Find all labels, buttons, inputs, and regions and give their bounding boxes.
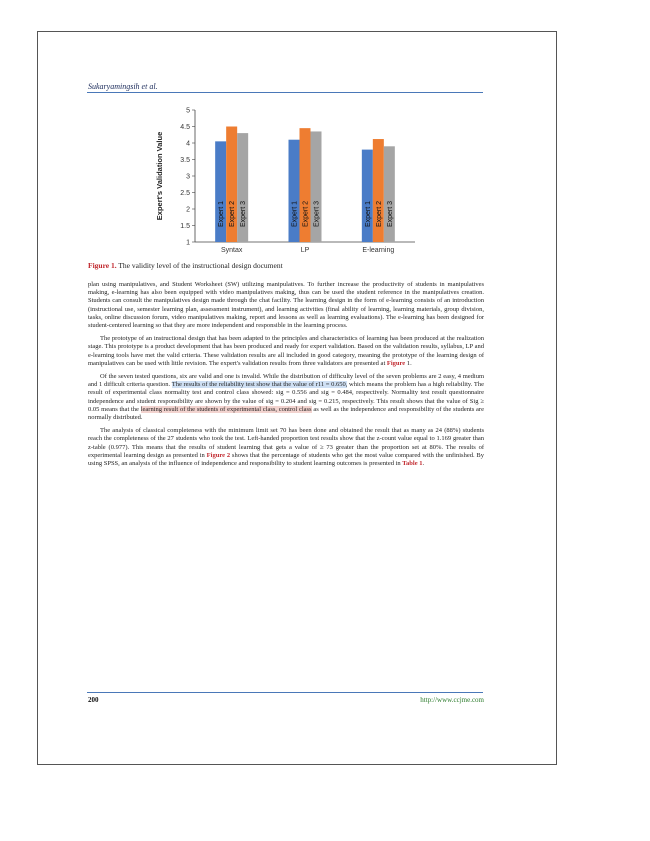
y-tick-label: 4.5: [180, 124, 190, 131]
bar-label: Expert 1: [364, 200, 372, 228]
paragraph-text: The prototype of an instructional design that has been adapted to the principles and characteristics of learning has been produced at the realization stage. This prototype is a product development that has been produced and ready for expert validation. Based on the validation results, syllabus, LP and e-learning tools have met the valid criteria. These validation results are all included in good category, meaning the prototype of the learning design of manipulatives can be used with little revision. The expert's validation results from three validators are presented at: [88, 335, 484, 367]
y-tick-label: 5: [186, 107, 190, 115]
bar-label: Expert 2: [229, 200, 237, 228]
bar-label: Expert 3: [240, 200, 248, 228]
x-category-label: LP: [300, 247, 310, 254]
figure-link[interactable]: Figure: [386, 359, 406, 367]
paragraph-text: .: [422, 460, 425, 468]
paragraph: [88, 373, 484, 422]
paragraph-text: as well as the independence and responsibility of the students are normally distributed.: [88, 405, 484, 422]
paragraph-text: 1.: [405, 359, 412, 367]
body-text: [88, 281, 484, 473]
bar-label: Expert 3: [313, 200, 321, 228]
x-category-label: Syntax: [220, 247, 243, 254]
paragraph-text: plan using manipulatives, and Student Worksheet (SW) utilizing manipulatives. To further increase the productivity of students in manipulatives making, e-learning has also been equipped with video manipulatives making, thus can be used the student reference in the manipulatives creation. Students can consult the manipulatives design made through the chat facility. The learning design in the form of e-learning consists of an introduction (instructional use, semester learning plan, assessment instrument), and learning activities (final ability of learning, learning materials, group division, tasks, online discussion forum, video manipulatives making, report and lessons as well as learning evaluations). The e-learning has been designed for student-centered learning so that they are more independent and responsible in the learning process.: [88, 281, 484, 330]
y-tick-label: 2: [186, 206, 190, 214]
highlighted-text[interactable]: learning result of the students of experimental class, control class: [140, 405, 312, 413]
bar-label: Expert 2: [375, 200, 383, 228]
table-link[interactable]: Table 1: [402, 460, 423, 468]
paragraph-text: which means the problem has a high reliability. The result of experimental class normality test and control class showed: sig = 0.556 and sig = 0.484, respectively. Normality test result questionnaire independence and student responsibility are shown by the value of sig = 0.204 and sig = 0.215, respectively. This result shows that the value of Sig ≥ 0.05 means that the: [88, 381, 484, 413]
running-head: Sukaryamingsih et al.: [88, 82, 158, 91]
footer-rule: [87, 692, 483, 693]
y-tick-label: 1.5: [180, 223, 190, 230]
y-tick-label: 2.5: [180, 190, 190, 197]
bar-label: Expert 2: [302, 200, 310, 228]
highlighted-text[interactable]: The results of the reliability test show that the value of r11 = 0.650,: [171, 381, 348, 389]
header-rule: [87, 92, 483, 93]
paragraph-text: Of the seven tested questions, six are valid and one is invalid. While the distribution of difficulty level of the seven problems are 2 easy, 4 medium and 1 difficult criteria question.: [88, 373, 484, 389]
paragraph-text: shows that the percentage of students who get the most value compared with the unfinished. By using SPSS, an analysis of the influence of independence and responsibility to student learning outcomes is presented in: [88, 451, 485, 468]
validation-bar-chart: [150, 100, 420, 260]
figure-caption: [88, 261, 283, 270]
y-axis-label: Expert's Validation Value: [155, 131, 164, 221]
y-tick-label: 3: [186, 173, 190, 181]
page-number: 200: [88, 696, 99, 704]
bar-label: Expert 3: [386, 200, 394, 228]
paragraph: [88, 335, 484, 368]
figure-link[interactable]: Figure 2: [206, 451, 231, 459]
bar-label: Expert 1: [218, 200, 226, 228]
journal-url[interactable]: http://www.ccjme.com: [420, 696, 484, 704]
paragraph-text: The analysis of classical completeness with the minimum limit set 70 has been done and obtained the result that as many as 24 (88%) students reach the completeness of the 27 students who took the test. Left-handed proportion test results show that the z-count value equal to 1.169 greater than z-table (0.977). This means that the results of student learning that gets a value of ≥ 73 greater than the proportion set at 80%. The results of experimental learning design as presented in: [88, 427, 484, 459]
bar-label: Expert 1: [291, 200, 299, 228]
y-tick-label: 4: [186, 140, 190, 148]
caption-text: The validity level of the instructional design document: [116, 261, 283, 270]
paragraph: [88, 427, 484, 468]
y-tick-label: 1: [186, 239, 190, 247]
x-category-label: E-learning: [362, 247, 395, 254]
y-tick-label: 3.5: [180, 157, 190, 164]
figure-label: Figure 1.: [88, 261, 117, 270]
paragraph: [88, 281, 484, 330]
bar-expert-1: [362, 150, 373, 242]
